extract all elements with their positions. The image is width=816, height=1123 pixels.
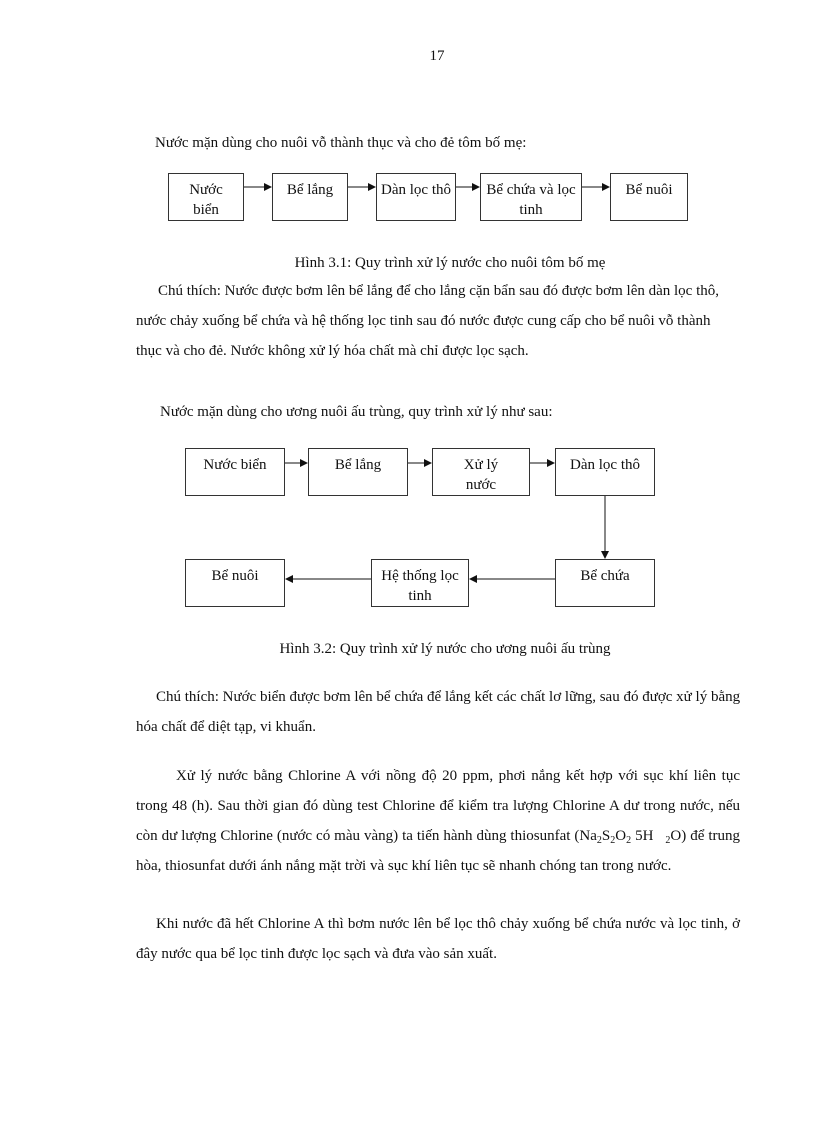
section2-note: Chú thích: Nước biển được bơm lên bể chứa để lắng kết các chất lơ lững, sau đó được xử lý bằng hóa chất để diệt tạp, vi khuẩn. (136, 689, 741, 735)
subscript: 2 (610, 835, 616, 846)
flow1-box-label: Nước biển (189, 182, 223, 218)
section1-note: Chú thích: Nước được bơm lên bể lắng để cho lắng cặn bẩn sau đó được bơm lên dàn lọc thô, nước chảy xuống bể chứa và hệ thống lọc tinh sau đó nước được cung cấp cho bể nuôi vỗ thành thục và cho đẻ. Nước không xử lý hóa chất mà chỉ được lọc sạch. (136, 283, 719, 359)
section1-intro: Nước mặn dùng cho nuôi vỗ thành thục và cho đẻ tôm bố mẹ: (155, 135, 527, 151)
final-filtering-paragraph: Khi nước đã hết Chlorine A thì bơm nước lên bể lọc thô chảy xuống bể chứa nước và lọc tinh, ở đây nước qua bể lọc tinh được lọc sạch và đưa vào sản xuất. (136, 916, 740, 962)
flow1-box-label: Bể chứa và lọc tinh (486, 182, 576, 218)
paragraph-text: O) để trung hòa, thiosunfat dưới ánh nắng mặt trời và sục khí liên tục sẽ nhanh chóng tan trong nước. (136, 828, 740, 874)
formula-part: S (601, 828, 611, 844)
subscript: 2 (596, 835, 602, 846)
flow1-box-label: Dàn lọc thô (381, 182, 451, 198)
flow2-box-label: Bể chứa (580, 568, 630, 584)
formula-part: 5H (635, 828, 654, 844)
figure-3-2-caption: Hình 3.2: Quy trình xử lý nước cho ương nuôi ấu trùng (279, 641, 611, 657)
section2-intro: Nước mặn dùng cho ương nuôi ấu trùng, quy trình xử lý như sau: (160, 404, 553, 420)
flow2-box-label: Dàn lọc thô (570, 457, 640, 473)
flow2-box-label: Bể nuôi (211, 568, 259, 584)
flow2-box-label: Xử lý nước (463, 457, 499, 493)
flow2-box-label: Nước biển (203, 457, 267, 473)
paragraph-text: Xử lý nước bằng Chlorine A với nồng độ 20 ppm, phơi nắng kết hợp với sục khí liên tục trong 48 (h). Sau thời gian đó dùng test Chlorine để kiểm tra lượng Chlorine A dư trong nước, nếu còn dư lượng Chlorine (nước có màu vàng) ta tiến hành dùng thiosunfat (Na (136, 768, 740, 844)
flow2-box-label: Bể lắng (334, 457, 382, 473)
formula-part: O (615, 828, 627, 844)
chlorine-treatment-paragraph (136, 761, 740, 881)
figure-3-1-caption: Hình 3.1: Quy trình xử lý nước cho nuôi tôm bố mẹ (294, 255, 606, 271)
flow2-box-label: Hệ thống lọc tinh (381, 568, 459, 604)
page-number: 17 (429, 48, 445, 64)
flow1-box-label: Bể nuôi (625, 182, 673, 198)
flow1-box-label: Bể lắng (286, 182, 334, 198)
subscript: 2 (665, 835, 671, 846)
subscript: 2 (626, 835, 632, 846)
